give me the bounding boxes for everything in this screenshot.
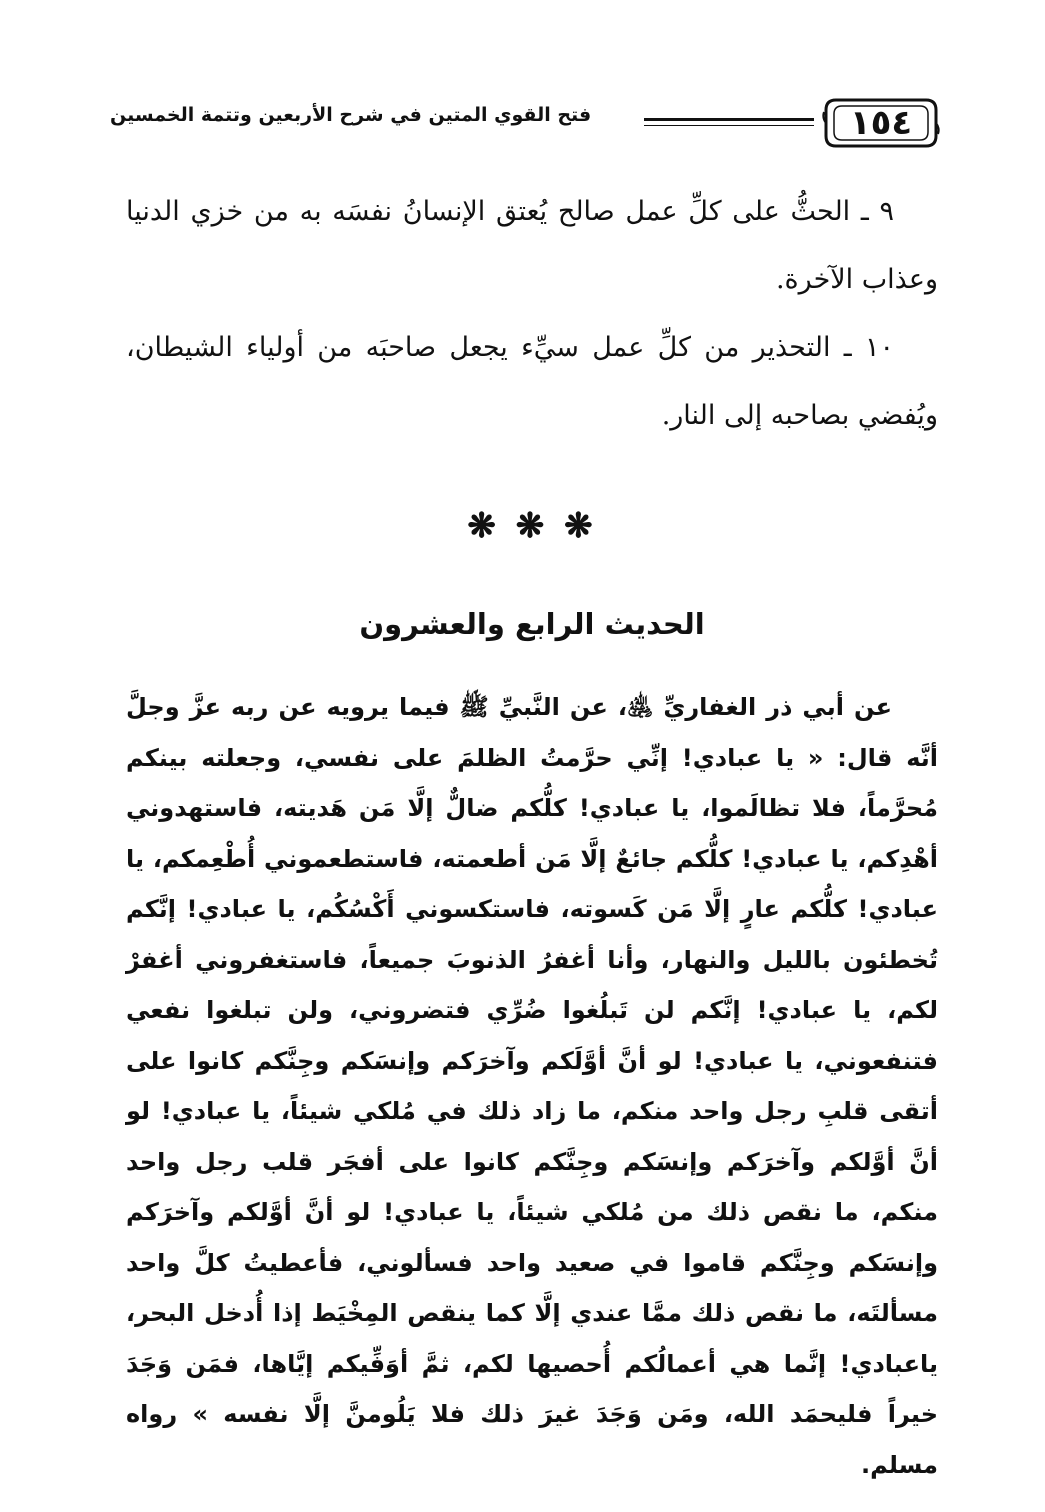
hadith-heading: الحديث الرابع والعشرون [359, 607, 705, 641]
point-10: ١٠ ـ التحذير من كلِّ عمل سيِّء يجعل صاحبَه من أولياء الشيطان، ويُفضي بصاحبه إلى النار. [126, 332, 938, 431]
page-number-frame [822, 92, 940, 154]
page-header [110, 92, 940, 162]
running-book-title: فتح القوي المتين في شرح الأربعين وتتمة الخمسين [110, 104, 592, 126]
header-rule [644, 118, 814, 126]
section-separator: ❋ ❋ ❋ [467, 506, 597, 546]
point-9: ٩ ـ الحثُّ على كلِّ عمل صالح يُعتق الإنسانُ نفسَه به من خزي الدنيا وعذاب الآخرة. [126, 196, 938, 295]
hadith-text: عن أبي ذر الغفاريِّ ﵁، عن النَّبيِّ ﷺ فيما يرويه عن ربه عزَّ وجلَّ أنَّه قال: « يا عبادي! إنِّي حرَّمتُ الظلمَ على نفسي، وجعلته بينكم مُحرَّماً، فلا تظالَموا، يا عبادي! كلُّكم ضالٌّ إلَّا مَن هَديته، فاستهدوني أهْدِكم، يا عبادي! كلُّكم جائعٌ إلَّا مَن أطعمته، فاستطعموني أُطْعِمكم، يا عبادي! كلُّكم عارٍ إلَّا مَن كَسوته، فاستكسوني أَكْسُكُم، يا عبادي! إنَّكم تُخطئون بالليل والنهار، وأنا أغفرُ الذنوبَ جميعاً، فاستغفروني أغفرْ لكم، يا عبادي! إنَّكم لن تَبلُغوا ضُرِّي فتضروني، ولن تبلغوا نفعي فتنفعوني، يا عبادي! لو أنَّ أوَّلَكم وآخرَكم وإنسَكم وجِنَّكم كانوا على أتقى قلبِ رجل واحد منكم، ما زاد ذلك في مُلكي شيئاً، يا عبادي! لو أنَّ أوَّلكم وآخرَكم وإنسَكم وجِنَّكم كانوا على أفجَر قلب رجل واحد منكم، ما نقص ذلك من مُلكي شيئاً، يا عبادي! لو أنَّ أوَّلكم وآخرَكم وإنسَكم وجِنَّكم قاموا في صعيد واحد فسألوني، فأعطيتُ كلَّ واحد مسألتَه، ما نقص ذلك ممَّا عندي إلَّا كما ينقص المِخْيَط إذا أُدخل البحر، ياعبادي! إنَّما هي أعمالُكم أُحصيها لكم، ثمَّ أوَفِّيكم إيَّاها، فمَن وَجَدَ خيراً فليحمَد الله، ومَن وَجَدَ غيرَ ذلك فلا يَلُومنَّ إلَّا نفسه » رواه مسلم. [126, 693, 938, 1479]
page-body [126, 178, 938, 1490]
page-number: ١٥٤ [849, 103, 913, 143]
